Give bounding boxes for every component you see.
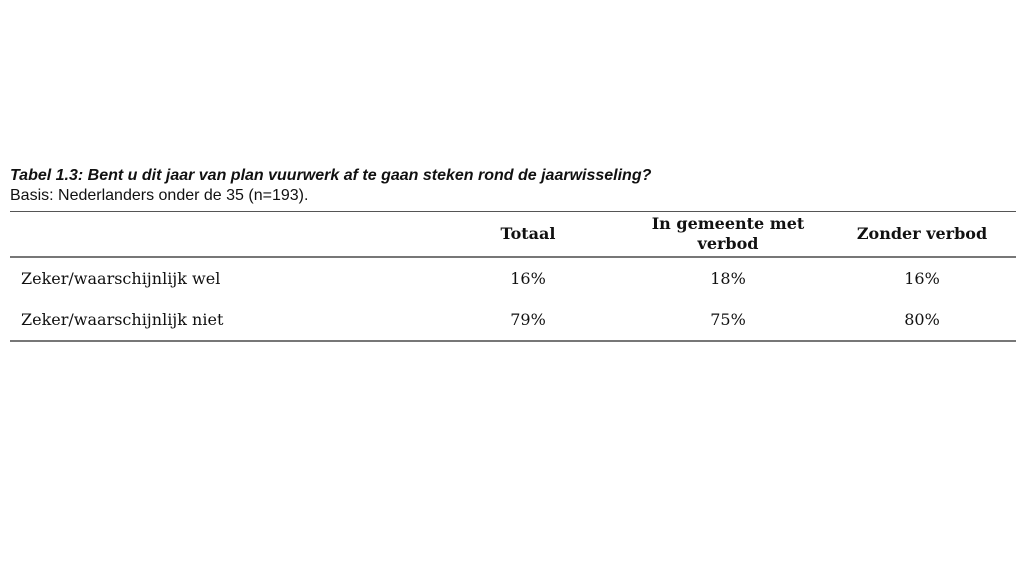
row-label: Zeker/waarschijnlijk wel: [21, 269, 221, 288]
cell-totaal: 16%: [510, 269, 546, 288]
header-totaal: Totaal: [500, 224, 556, 243]
header-in-gemeente-met-verbod: [628, 212, 828, 258]
table-title: Tabel 1.3: Bent u dit jaar van plan vuurwerk af te gaan steken rond de jaarwisseling?: [10, 167, 652, 184]
cell-zonder-verbod: 80%: [904, 310, 940, 329]
table-row: [10, 257, 1016, 299]
cell-met-verbod: 18%: [710, 269, 746, 288]
table-header-row: [10, 212, 1016, 258]
survey-table-container: [10, 211, 1016, 342]
header-in-gemeente-met-verbod-label: In gemeente met verbod: [651, 214, 805, 253]
cell-zonder-verbod: 16%: [904, 269, 940, 288]
header-empty: [10, 212, 428, 258]
table-basis-note: Basis: Nederlanders onder de 35 (n=193).: [10, 187, 309, 204]
table-row: [10, 299, 1016, 341]
header-zonder-verbod: Zonder verbod: [856, 224, 988, 243]
row-label: Zeker/waarschijnlijk niet: [21, 310, 224, 329]
table-caption: [10, 166, 1020, 206]
cell-met-verbod: 75%: [710, 310, 746, 329]
cell-totaal: 79%: [510, 310, 546, 329]
survey-table: [10, 211, 1016, 342]
